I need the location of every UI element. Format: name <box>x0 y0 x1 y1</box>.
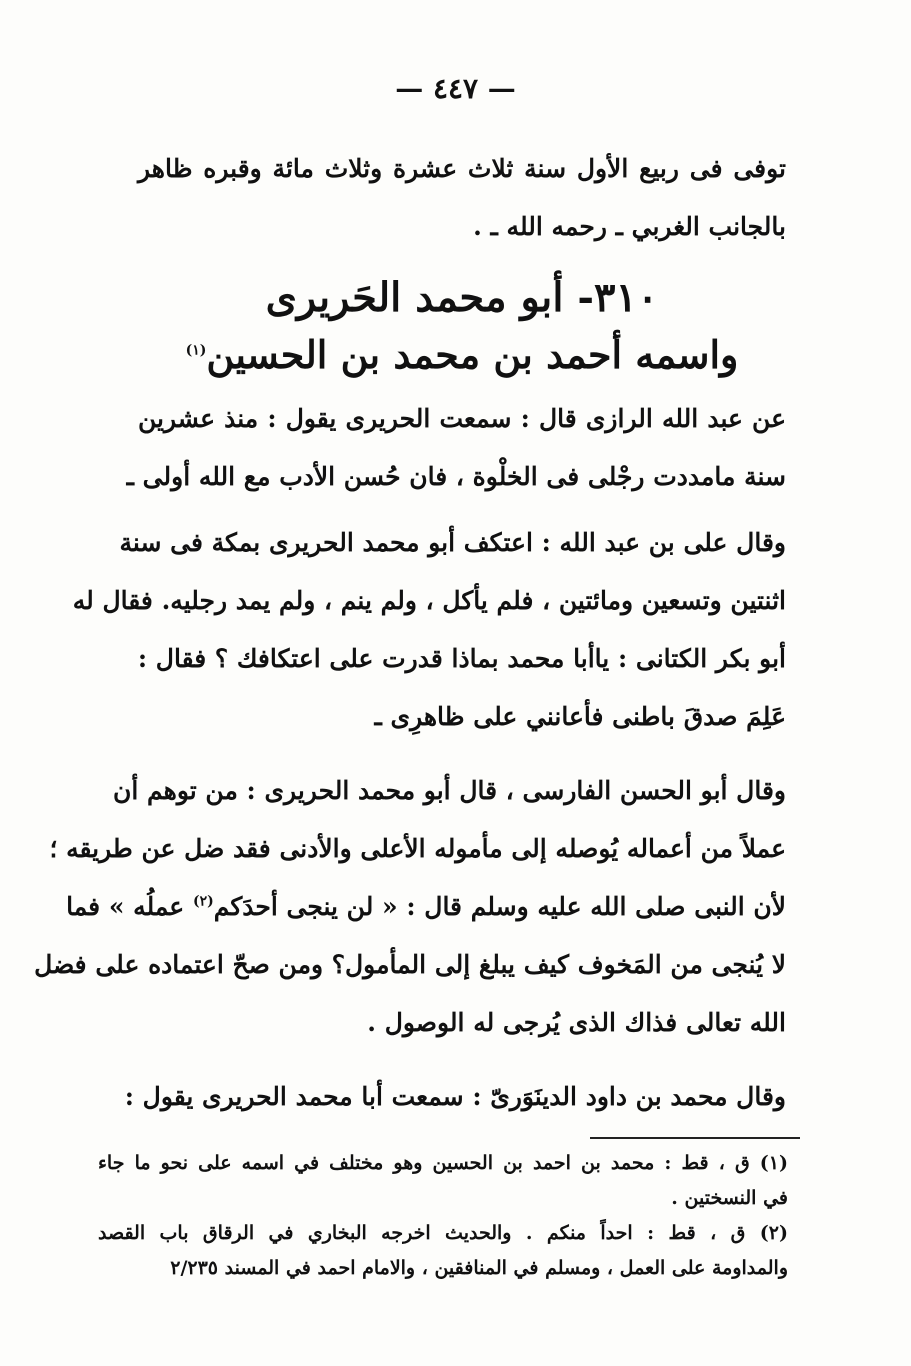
paragraph-2 <box>72 514 786 746</box>
page-number: — ٤٤٧ — <box>395 72 516 105</box>
footnote-divider <box>590 1137 800 1139</box>
text-line: وقال محمد بن داود الدينَوَرىّ : سمعت أبا محمد الحريرى يقول : <box>124 1082 786 1111</box>
footnote-line: في النسختين . <box>671 1187 788 1209</box>
paragraph-1 <box>126 390 786 506</box>
text-segment: عملُه » فما <box>66 892 185 921</box>
text-line: سنة مامددت رجْلى فى الخلْوة ، فان حُسن الأدب مع الله أولى ـ <box>126 462 786 491</box>
footnote-line: (١) ق ، قط : محمد بن احمد بن الحسين وهو مختلف في اسمه على نحو ما جاء <box>98 1152 788 1174</box>
footnotes <box>98 1146 788 1286</box>
text-line: توفى فى ربيع الأول سنة ثلاث عشرة وثلاث مائة وقبره ظاهر <box>138 154 786 183</box>
section-heading: ٣١٠- أبو محمد الحَريرى <box>265 274 659 321</box>
footnote-line: (٢) ق ، قط : احداً منكم . والحديث اخرجه البخاري في الرقاق باب القصد <box>98 1222 788 1244</box>
text-segment: لأن النبى صلى الله عليه وسلم قال : « لن ينجى أحدَكم <box>213 892 786 921</box>
footnote-ref: (١) <box>185 342 207 359</box>
footnote-ref: (٢) <box>192 893 214 910</box>
text-line: لا يُنجى من المَخوف كيف يبلغ إلى المأمول؟ ومن صحّ اعتماده على فضل <box>34 950 786 979</box>
paragraph-4 <box>124 1068 786 1126</box>
text-line: عن عبد الله الرازى قال : سمعت الحريرى يقول : منذ عشرين <box>138 404 786 433</box>
text-line: عملاً من أعماله يُوصله إلى مأموله الأعلى والأدنى فقد ضل عن طريقه ؛ <box>49 834 786 863</box>
paragraph-3 <box>34 762 786 1052</box>
text-line: عَلِمَ صدقَ باطنى فأعانني على ظاهرِى ـ <box>374 702 786 731</box>
subheading-text: واسمه أحمد بن محمد بن الحسين <box>206 332 739 377</box>
text-line: وقال على بن عبد الله : اعتكف أبو محمد الحريرى بمكة فى سنة <box>119 528 786 557</box>
intro-text <box>138 140 786 256</box>
text-line: اثنتين وتسعين ومائتين ، فلم يأكل ، ولم ينم ، ولم يمد رجليه. فقال له <box>72 586 786 615</box>
section-subheading <box>138 326 786 384</box>
text-line: بالجانب الغربي ـ رحمه الله ـ . <box>473 212 786 241</box>
footnote-line: والمداومة على العمل ، ومسلم في المنافقين ، والامام احمد في المسند ٢/٢٣٥ <box>170 1257 788 1279</box>
text-line: أبو بكر الكتانى : ياأبا محمد بماذا قدرت على اعتكافك ؟ فقال : <box>137 644 786 673</box>
text-line: الله تعالى فذاك الذى يُرجى له الوصول . <box>367 1008 786 1037</box>
text-line <box>66 878 786 936</box>
text-line: وقال أبو الحسن الفارسى ، قال أبو محمد الحريرى : من توهم أن <box>113 776 786 805</box>
